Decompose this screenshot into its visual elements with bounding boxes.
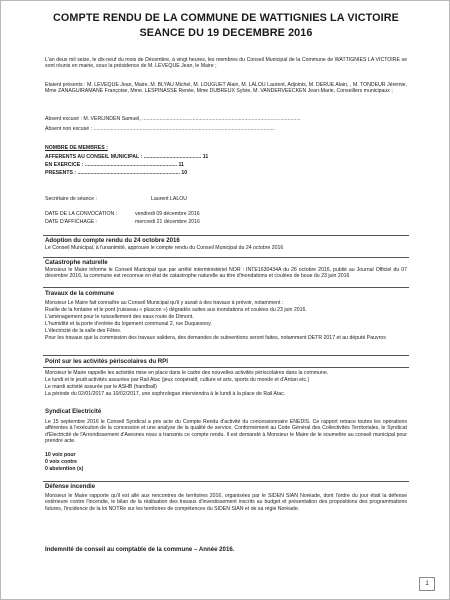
section-heading-travaux: Travaux de la commune bbox=[45, 290, 115, 297]
section-text-periscolaires-1: Monsieur le Maire rappelle les activités mise en place dans le cadre des nouvelles activités périscolaires dans la commune. bbox=[45, 370, 329, 376]
section-text-travaux-6: Pour les travaux que la commission des travaux validera, des demandes de subventions seront faites, notamment DETR 2017 et au député Pauvros bbox=[45, 335, 386, 341]
vote-abstention: 0 abstention (s) bbox=[45, 466, 84, 472]
section-heading-incendie: Défense incendie bbox=[45, 483, 96, 490]
section-text-electricite: Le 15 septembre 2016 le Conseil Syndical a pris acte du Compte Rendu d'activité du concessionnaire ENEDIS. Ce rapport retrace toutes les opérations afférentes à l'exécution de la concession et une analyse de la qualité de service. Conformément au Code Général des Collectivités Territoriales, le Syndicat d'Electricité de l'Arrondissement d'Avesnes nous a transmis ce compte rendu. Il est demandé à Monsieur le Maire de le soumettre au conseil municipal pour prendre acte. bbox=[45, 419, 407, 444]
section-heading-catastrophe: Catastrophe naturelle bbox=[45, 259, 108, 266]
section-text-periscolaires-4: La période du 02/01/2017 au 10/02/2017, une sophrologue interviendra à le lundi à la place de Rail Atac. bbox=[45, 391, 286, 397]
document-subtitle: SEANCE DU 19 DECEMBRE 2016 bbox=[139, 27, 313, 39]
divider bbox=[43, 235, 409, 236]
section-text-travaux-3: L'aménagement pour le ruissellement des eaux route de Dimont. bbox=[45, 314, 194, 320]
convocation-label: DATE DE LA CONVOCATION : bbox=[45, 211, 118, 217]
section-text-incendie: Monsieur le Maire rapporte qu'il est allé aux rencontres de territoires 2016, organisées par le SIDEN SIAN Noréade, dont l'ordre du jour était la défense extérieure contre l'incendie, le bilan de la réalisation des travaux d'investissement inscrits au budget et présentation des propositions des programmations futures, l'incidence de la loi NOTRe sur les territoires de compétences du SIDEN SIAN et de sa régie Noréade. bbox=[45, 493, 407, 512]
vote-contre: 0 voix contre bbox=[45, 459, 78, 465]
membres-heading: NOMBRE DE MEMBRES : bbox=[45, 145, 108, 151]
divider bbox=[43, 257, 409, 258]
affichage-value: mercredi 21 décembre 2016 bbox=[135, 219, 200, 225]
convocation-value: vendredi 09 décembre 2016 bbox=[135, 211, 200, 217]
presents-paragraph: Etaient présents : M. LEVEQUE Jean, Maire, M. BLYAU Michel, M. LOUGUET Alain, M. LALOU Laurent, Adjoints, M. DERUE Alain, , M. TONDEUR Jérémie, Mme ZANAGUIRAMANE Françoise, Mme. LESPINASSE Renée, Mme DUBREUX Sylvie, M. VANDERVEECKEN Jean-Marie, Conseillers municipaux ; bbox=[45, 82, 407, 95]
page-number: 1 bbox=[419, 577, 435, 591]
intro-paragraph: L'an deux mil seize, le dix-neuf du mois de Décembre, à vingt heures, les membres du Conseil Municipal de la Commune de WATTIGNIES LA VICTOIRE se sont réunis en mairie, sous la présidence de M. LEVEQUE Jean, le Maire ; bbox=[45, 57, 407, 70]
section-text-catastrophe: Monsieur le Maire informe le Conseil Municipal que par arrêté interministériel NOR : INTE1630434A du 26 octobre 2016, publié au Journal Officiel du 07 décembre 2016, la commune est reconnue en état de catastrophe naturelle au titre d'inondations et coulées de boue du 23 juin 2016 bbox=[45, 267, 407, 280]
section-text-travaux-4: L'humidité et la porte d'entrée du logement communal 2, rue Duquesnoy. bbox=[45, 321, 212, 327]
section-text-adoption: Le Conseil Municipal, à l'unanimité, approuve le compte rendu du Conseil Municipal du 24 octobre 2016 bbox=[45, 245, 284, 251]
divider bbox=[43, 355, 409, 356]
divider bbox=[43, 481, 409, 482]
section-text-periscolaires-3: Le mardi activité assurée par le ASHB (handball) bbox=[45, 384, 157, 390]
secretaire-value: Laurent LALOU bbox=[151, 196, 188, 202]
secretaire-label: Secrétaire de séance : bbox=[45, 196, 97, 202]
absent-excuse: Absent excusé : M. VERLINDEN Samuel, .............................................................................................................. bbox=[45, 116, 301, 122]
affichage-label: DATE D'AFFICHAGE : bbox=[45, 219, 98, 225]
section-heading-electricite: Syndicat Electricité bbox=[45, 408, 102, 415]
divider bbox=[43, 367, 409, 368]
absent-non-excuse: Absent non excusé : .............................................................................................................................. bbox=[45, 126, 276, 132]
section-text-travaux-5: L'électricité de la salle des Fêtes. bbox=[45, 328, 122, 334]
section-text-travaux-2: Ruelle de la fontaine et le pont (ruisseau « pluscon ») dégradés suites aux inondations et coulées du 23 juin 2016. bbox=[45, 307, 307, 313]
section-heading-adoption: Adoption du compte rendu du 24 octobre 2016 bbox=[45, 237, 180, 244]
vote-pour: 10 voix pour bbox=[45, 452, 76, 458]
membres-exercice: EN EXERCICE : ................................................................ 11 bbox=[45, 162, 184, 168]
section-text-travaux-1: Monsieur Le Maire fait connaître au Conseil Municipal qu'il y aurait à des travaux à prévoir, notamment : bbox=[45, 300, 284, 306]
section-text-periscolaires-2: Le lundi et le jeudi activités assurées par Rail Atac (jeux coopératif, culture et arts, sports du monde et d'Antan etc.) bbox=[45, 377, 310, 383]
section-heading-indemnite: Indemnité de conseil au comptable de la commune – Année 2016. bbox=[45, 546, 235, 553]
section-heading-periscolaires: Point sur les activités périscolaires du RPI bbox=[45, 358, 168, 365]
membres-presents: PRESENTS : ....................................................................... 10 bbox=[45, 170, 188, 176]
divider bbox=[43, 287, 409, 288]
membres-conseil: AFFERENTS AU CONSEIL MUNICIPAL : ........................................ 11 bbox=[45, 154, 209, 160]
document-title: COMPTE RENDU DE LA COMMUNE DE WATTIGNIES LA VICTOIRE bbox=[53, 12, 399, 24]
